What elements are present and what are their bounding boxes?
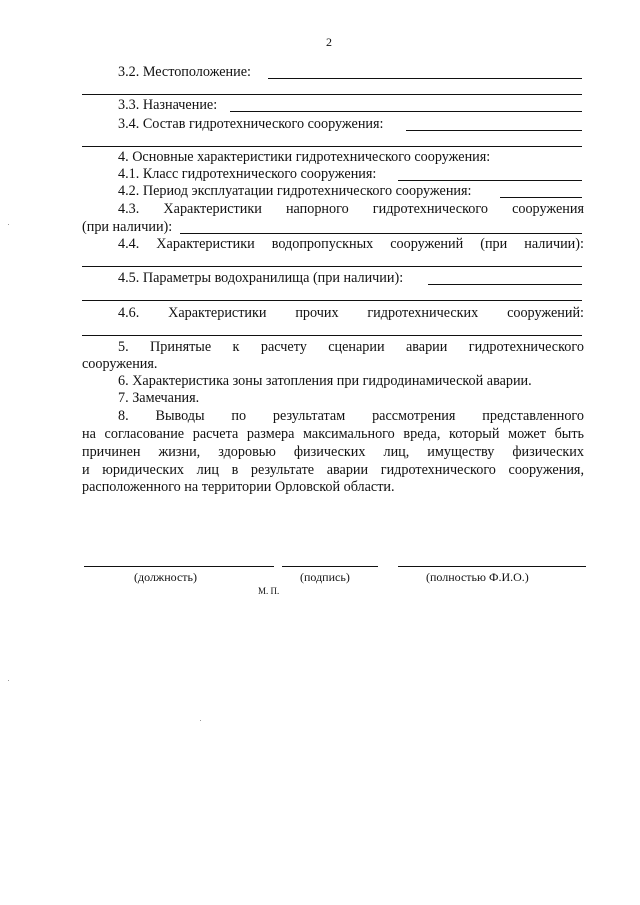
word: представленного	[482, 408, 584, 424]
item-4-3-line1	[118, 201, 584, 218]
word: сооружений:	[507, 305, 584, 321]
signature-line[interactable]	[282, 566, 378, 567]
word: рассмотрения	[372, 408, 456, 424]
item-5-cont: сооружения.	[82, 356, 158, 372]
item-4-3-blank[interactable]	[180, 233, 582, 234]
scan-speck	[200, 720, 201, 721]
item-3-2-blank[interactable]	[268, 78, 582, 79]
item-3-4-blank[interactable]	[406, 130, 582, 131]
word: гидротехнического	[468, 339, 584, 355]
item-4-3-cont: (при наличии):	[82, 219, 173, 235]
item-5-line1	[118, 339, 584, 356]
item-4-1-blank[interactable]	[398, 180, 582, 181]
scan-speck	[8, 680, 9, 681]
full-name-line[interactable]	[398, 566, 586, 567]
word: наличии):	[524, 236, 584, 252]
word: аварии	[405, 339, 448, 355]
item-3-4-blank-line2[interactable]	[82, 146, 582, 147]
item-4-6-line1	[118, 305, 584, 322]
word: результатам	[272, 408, 346, 424]
item-4-4-blank[interactable]	[82, 266, 582, 267]
item-4-2-blank[interactable]	[500, 197, 582, 198]
word: к	[232, 339, 240, 355]
word: 4.6.	[118, 305, 140, 321]
item-3-3-label: 3.3. Назначение:	[118, 97, 218, 113]
item-7: 7. Замечания.	[118, 390, 200, 406]
item-8-line1	[118, 408, 584, 425]
word: сооружения	[512, 201, 584, 217]
item-4-5-blank[interactable]	[428, 284, 582, 285]
item-8-line2: на согласование расчета размера максимального вреда, который может быть	[82, 426, 584, 442]
item-8-line4: и юридических лиц в результате аварии гидротехнического сооружения,	[82, 462, 584, 478]
item-4-6-blank[interactable]	[82, 335, 582, 336]
section-4-heading: 4. Основные характеристики гидротехнического сооружения:	[118, 149, 491, 165]
word: 4.3.	[118, 201, 140, 217]
word: гидротехнического	[372, 201, 488, 217]
word: прочих	[295, 305, 339, 321]
signature-caption: (подпись)	[300, 570, 350, 584]
word: сценарии	[328, 339, 385, 355]
item-4-5-label: 4.5. Параметры водохранилища (при наличии):	[118, 270, 404, 286]
item-4-5-blank-line2[interactable]	[82, 300, 582, 301]
full-name-caption: (полностью Ф.И.О.)	[426, 570, 529, 584]
word: расчету	[260, 339, 307, 355]
word: Характеристики	[168, 305, 267, 321]
item-3-2-blank-line2[interactable]	[82, 94, 582, 95]
word: Выводы	[155, 408, 205, 424]
word: по	[231, 408, 247, 424]
item-4-1-label: 4.1. Класс гидротехнического сооружения:	[118, 166, 377, 182]
item-3-2-label: 3.2. Местоположение:	[118, 64, 251, 80]
word: напорного	[285, 201, 349, 217]
word: 8.	[118, 408, 129, 424]
item-4-2-label: 4.2. Период эксплуатации гидротехнического сооружения:	[118, 183, 472, 199]
stamp-place: М. П.	[258, 586, 280, 596]
word: (при	[480, 236, 508, 252]
word: Принятые	[150, 339, 212, 355]
position-line[interactable]	[84, 566, 274, 567]
item-6: 6. Характеристика зоны затопления при гидродинамической аварии.	[118, 373, 532, 389]
item-3-4-label: 3.4. Состав гидротехнического сооружения:	[118, 116, 384, 132]
word: сооружений	[390, 236, 464, 252]
word: 5.	[118, 339, 129, 355]
scan-speck	[8, 224, 9, 225]
item-8-line5: расположенного на территории Орловской области.	[82, 479, 395, 495]
word: Характеристики	[156, 236, 255, 252]
word: гидротехнических	[367, 305, 479, 321]
page-number: 2	[326, 35, 332, 49]
word: водопропускных	[271, 236, 374, 252]
item-4-4-line1	[118, 236, 584, 253]
word: Характеристики	[163, 201, 262, 217]
item-3-3-blank[interactable]	[230, 111, 582, 112]
position-caption: (должность)	[134, 570, 197, 584]
item-8-line3: причинен жизни, здоровью физических лиц, имуществу физических	[82, 444, 584, 460]
word: 4.4.	[118, 236, 140, 252]
